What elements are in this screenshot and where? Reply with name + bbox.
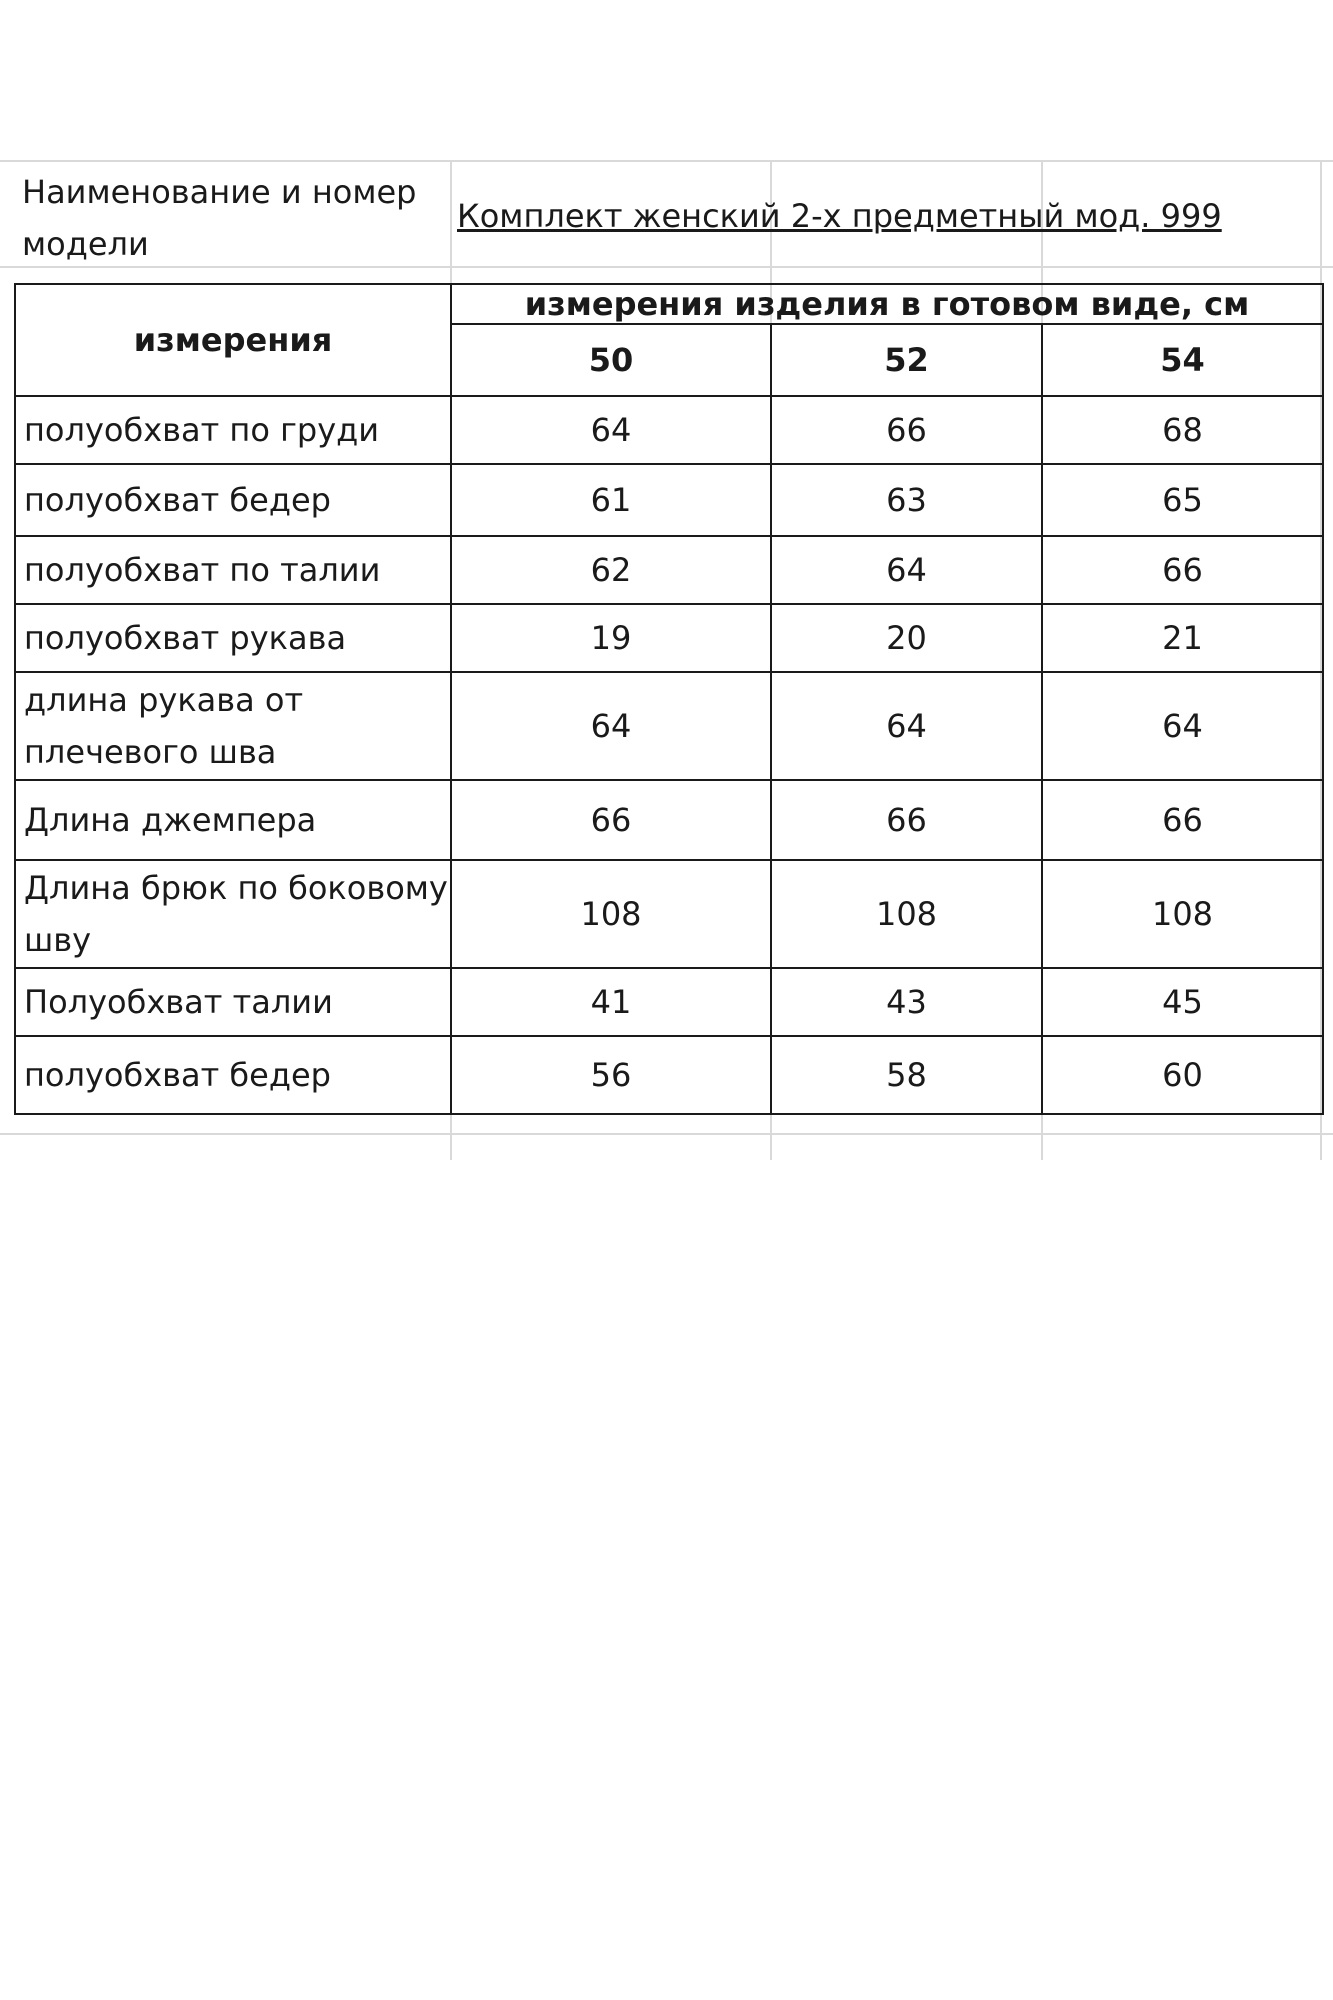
cell-value: 108 [1042, 860, 1323, 968]
table-row [15, 464, 1323, 536]
table-row [15, 860, 1323, 968]
row-label: полуобхват рукава [15, 604, 451, 672]
table-row [15, 604, 1323, 672]
row-label: полуобхват бедер [15, 1036, 451, 1114]
cell-value: 64 [451, 672, 771, 780]
table-row [15, 672, 1323, 780]
cell-value: 64 [451, 396, 771, 464]
row-label: полуобхват бедер [15, 464, 451, 536]
cell-value: 65 [1042, 464, 1323, 536]
cell-value: 68 [1042, 396, 1323, 464]
row-label: Длина джемпера [15, 780, 451, 860]
cell-value: 62 [451, 536, 771, 604]
cell-value: 66 [1042, 780, 1323, 860]
table-row [15, 536, 1323, 604]
cell-value: 108 [451, 860, 771, 968]
cell-value: 43 [771, 968, 1042, 1036]
row-label: полуобхват по груди [15, 396, 451, 464]
cell-value: 56 [451, 1036, 771, 1114]
size-header: 52 [771, 324, 1042, 396]
cell-value: 64 [1042, 672, 1323, 780]
row-label: длина рукава от плечевого шва [15, 672, 451, 780]
size-table [14, 283, 1324, 1115]
cell-value: 64 [771, 536, 1042, 604]
cell-value: 66 [1042, 536, 1323, 604]
table-row [15, 1036, 1323, 1114]
cell-value: 19 [451, 604, 771, 672]
cell-value: 66 [771, 780, 1042, 860]
table-row [15, 780, 1323, 860]
model-name-label: Наименование и номер модели [22, 173, 417, 263]
cell-value: 41 [451, 968, 771, 1036]
cell-value: 21 [1042, 604, 1323, 672]
cell-value: 64 [771, 672, 1042, 780]
cell-value: 66 [771, 396, 1042, 464]
cell-value: 66 [451, 780, 771, 860]
row-label: Полуобхват талии [15, 968, 451, 1036]
gridline [0, 160, 1333, 162]
measure-header: измерения [15, 284, 451, 396]
cell-value: 60 [1042, 1036, 1323, 1114]
row-label: полуобхват по талии [15, 536, 451, 604]
cell-value: 63 [771, 464, 1042, 536]
table-row [15, 396, 1323, 464]
cell-value: 45 [1042, 968, 1323, 1036]
cell-value: 20 [771, 604, 1042, 672]
cell-value: 108 [771, 860, 1042, 968]
cell-value: 61 [451, 464, 771, 536]
group-header: измерения изделия в готовом виде, см [451, 284, 1323, 324]
size-header: 54 [1042, 324, 1323, 396]
size-header: 50 [451, 324, 771, 396]
model-name-value: Комплект женский 2-х предметный мод. 999 [457, 197, 1222, 235]
table-row [15, 968, 1323, 1036]
cell-value: 58 [771, 1036, 1042, 1114]
gridline [0, 1133, 1333, 1135]
row-label: Длина брюк по боковому шву [15, 860, 451, 968]
